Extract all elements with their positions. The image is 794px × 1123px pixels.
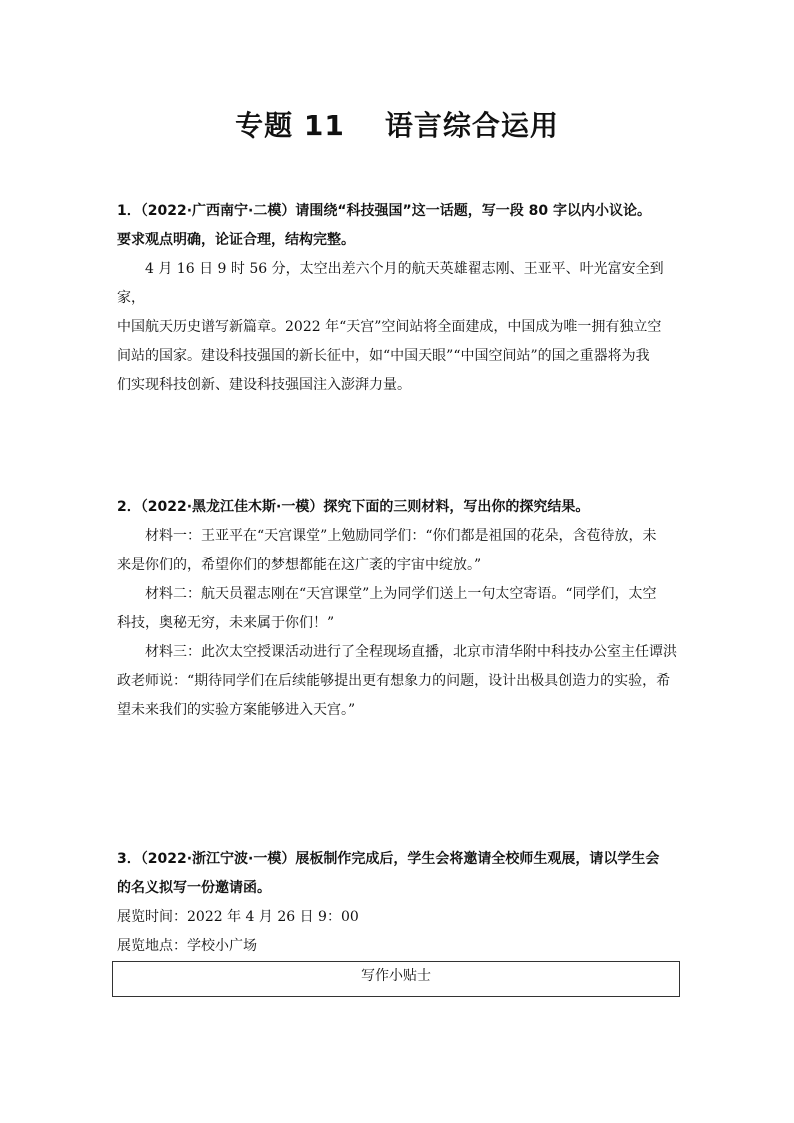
material-1-line-1: 材料一：王亚平在“天宫课堂”上勉励同学们：“你们都是祖国的花朵，含苞待放，未: [145, 528, 657, 544]
writing-tips-title: 写作小贴士: [361, 968, 431, 984]
question-3: [117, 845, 677, 961]
question-1: [117, 197, 677, 400]
material-3-line-1: 材料三：此次太空授课活动进行了全程现场直播，北京市清华附中科技办公室主任谭洪: [145, 644, 677, 660]
question-3-stem-line-1: 3．（2022·浙江宁波·一模）展板制作完成后，学生会将邀请全校师生观展，请以学生会: [117, 851, 660, 867]
question-2-stem: 2．（2022·黑龙江佳木斯·一模）探究下面的三则材料，写出你的探究结果。: [117, 499, 590, 515]
material-2-line-2: 科技，奥秘无穷，未来属于你们！”: [117, 615, 335, 631]
question-1-stem-line-2: 要求观点明确，论证合理，结构完整。: [117, 232, 355, 248]
question-3-stem-line-2: 的名义拟写一份邀请函。: [117, 880, 271, 896]
material-3-line-3: 望未来我们的实验方案能够进入天宫。”: [117, 702, 356, 718]
question-2: [117, 493, 677, 725]
question-1-stem-line-1: 1．（2022·广西南宁·二模）请围绕“科技强国”这一话题，写一段 80 字以内小议论。: [117, 203, 651, 219]
writing-tips-box: [112, 961, 680, 997]
question-1-body-line-1: 4 月 16 日 9 时 56 分，太空出差六个月的航天英雄翟志刚、王亚平、叶光富安全到家，: [117, 261, 664, 306]
material-3-line-2: 政老师说：“期待同学们在后续能够提出更有想象力的问题，设计出极具创造力的实验，希: [117, 673, 671, 689]
exhibition-time: 展览时间：2022 年 4 月 26 日 9：00: [117, 909, 359, 925]
page-title: [0, 104, 794, 144]
title-topic-number: 专题 11: [235, 109, 345, 142]
exhibition-place: 展览地点：学校小广场: [117, 938, 257, 954]
material-2-line-1: 材料二：航天员翟志刚在“天宫课堂”上为同学们送上一句太空寄语。“同学们，太空: [145, 586, 657, 602]
question-1-body-line-3: 间站的国家。建设科技强国的新长征中，如“中国天眼”“中国空间站”的国之重器将为我: [117, 348, 650, 364]
title-topic-name: 语言综合运用: [384, 109, 559, 142]
question-1-body-line-4: 们实现科技创新、建设科技强国注入澎湃力量。: [117, 377, 411, 393]
question-1-body-line-2: 中国航天历史谱写新篇章。2022 年“天宫”空间站将全面建成，中国成为唯一拥有独立空: [117, 319, 662, 335]
material-1-line-2: 来是你们的，希望你们的梦想都能在这广袤的宇宙中绽放。”: [117, 557, 482, 573]
